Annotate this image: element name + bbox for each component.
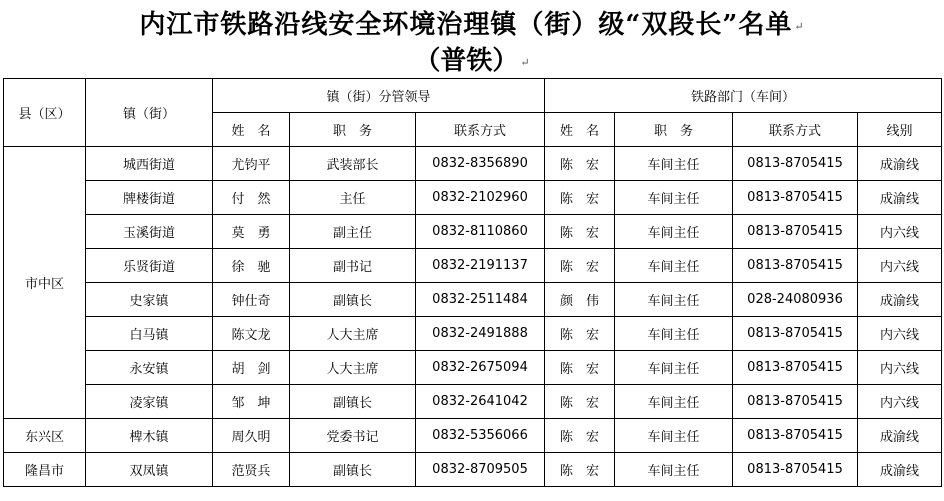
table-row	[4, 147, 942, 181]
phone-cell: 0832-8356890	[416, 147, 545, 181]
rail-position-cell: 车间主任	[615, 283, 733, 317]
header-rail-name: 姓 名	[545, 113, 615, 147]
town-cell: 双凤镇	[86, 453, 213, 487]
table-row	[4, 283, 942, 317]
town-cell: 白马镇	[86, 317, 213, 351]
paragraph-mark-icon: ↵	[520, 55, 530, 69]
county-cell: 市中区	[4, 147, 86, 419]
position-cell: 副书记	[290, 249, 416, 283]
town-cell: 玉溪街道	[86, 215, 213, 249]
rail-phone-cell: 0813-8705415	[733, 147, 858, 181]
title-line-2: （普铁）	[414, 46, 519, 76]
table-row	[4, 453, 942, 487]
phone-cell: 0832-2491888	[416, 317, 545, 351]
line-cell: 成渝线	[858, 453, 942, 487]
rail-position-cell: 车间主任	[615, 385, 733, 419]
town-cell: 城西街道	[86, 147, 213, 181]
rail-position-cell: 车间主任	[615, 351, 733, 385]
position-cell: 副镇长	[290, 283, 416, 317]
rail-position-cell: 车间主任	[615, 215, 733, 249]
table-row	[4, 215, 942, 249]
rail-name-cell: 陈 宏	[545, 249, 615, 283]
table-row	[4, 419, 942, 453]
leader-cell: 钟仕奇	[213, 283, 290, 317]
rail-name-cell: 陈 宏	[545, 351, 615, 385]
header-name: 姓 名	[213, 113, 290, 147]
rail-name-cell: 陈 宏	[545, 215, 615, 249]
roster-table	[3, 78, 942, 487]
phone-cell: 0832-5356066	[416, 419, 545, 453]
line-cell: 成渝线	[858, 419, 942, 453]
leader-cell: 周久明	[213, 419, 290, 453]
phone-cell: 0832-2641042	[416, 385, 545, 419]
rail-position-cell: 车间主任	[615, 181, 733, 215]
position-cell: 党委书记	[290, 419, 416, 453]
leader-cell: 徐 驰	[213, 249, 290, 283]
line-cell: 内六线	[858, 215, 942, 249]
phone-cell: 0832-2191137	[416, 249, 545, 283]
rail-phone-cell: 0813-8705415	[733, 317, 858, 351]
rail-name-cell: 陈 宏	[545, 181, 615, 215]
line-cell: 成渝线	[858, 147, 942, 181]
line-cell: 内六线	[858, 249, 942, 283]
rail-phone-cell: 0813-8705415	[733, 249, 858, 283]
county-cell: 东兴区	[4, 419, 86, 453]
document-subtitle	[0, 40, 944, 77]
rail-name-cell: 陈 宏	[545, 385, 615, 419]
rail-phone-cell: 0813-8705415	[733, 351, 858, 385]
rail-name-cell: 陈 宏	[545, 147, 615, 181]
table-row	[4, 249, 942, 283]
line-cell: 内六线	[858, 351, 942, 385]
header-line: 线别	[858, 113, 942, 147]
position-cell: 武装部长	[290, 147, 416, 181]
position-cell: 主任	[290, 181, 416, 215]
document-title	[0, 4, 944, 41]
rail-name-cell: 陈 宏	[545, 317, 615, 351]
leader-cell: 范贤兵	[213, 453, 290, 487]
leader-cell: 莫 勇	[213, 215, 290, 249]
rail-phone-cell: 0813-8705415	[733, 419, 858, 453]
town-cell: 凌家镇	[86, 385, 213, 419]
rail-phone-cell: 0813-8705415	[733, 453, 858, 487]
rail-position-cell: 车间主任	[615, 453, 733, 487]
rail-name-cell: 颜 伟	[545, 283, 615, 317]
table-row	[4, 351, 942, 385]
header-town: 镇（街）	[86, 79, 213, 147]
header-town-leader-group: 镇（街）分管领导	[213, 79, 545, 113]
phone-cell: 0832-2102960	[416, 181, 545, 215]
position-cell: 副镇长	[290, 385, 416, 419]
header-position: 职 务	[290, 113, 416, 147]
paragraph-mark-icon: ↵	[794, 19, 805, 33]
position-cell: 人大主席	[290, 317, 416, 351]
leader-cell: 付 然	[213, 181, 290, 215]
leader-cell: 陈文龙	[213, 317, 290, 351]
line-cell: 内六线	[858, 385, 942, 419]
position-cell: 副主任	[290, 215, 416, 249]
header-rail-contact: 联系方式	[733, 113, 858, 147]
rail-name-cell: 陈 宏	[545, 419, 615, 453]
line-cell: 成渝线	[858, 181, 942, 215]
phone-cell: 0832-2511484	[416, 283, 545, 317]
rail-position-cell: 车间主任	[615, 147, 733, 181]
header-contact: 联系方式	[416, 113, 545, 147]
rail-name-cell: 陈 宏	[545, 453, 615, 487]
header-rail-dept-group: 铁路部门（车间）	[545, 79, 942, 113]
header-county: 县（区）	[4, 79, 86, 147]
phone-cell: 0832-8709505	[416, 453, 545, 487]
town-cell: 史家镇	[86, 283, 213, 317]
position-cell: 人大主席	[290, 351, 416, 385]
town-cell: 牌楼街道	[86, 181, 213, 215]
line-cell: 内六线	[858, 317, 942, 351]
leader-cell: 尤钧平	[213, 147, 290, 181]
leader-cell: 邹 坤	[213, 385, 290, 419]
header-row-1	[4, 79, 942, 113]
town-cell: 乐贤街道	[86, 249, 213, 283]
table-row	[4, 385, 942, 419]
town-cell: 永安镇	[86, 351, 213, 385]
town-cell: 椑木镇	[86, 419, 213, 453]
position-cell: 副镇长	[290, 453, 416, 487]
rail-phone-cell: 0813-8705415	[733, 215, 858, 249]
table-row	[4, 317, 942, 351]
table-row	[4, 181, 942, 215]
rail-phone-cell: 0813-8705415	[733, 181, 858, 215]
rail-position-cell: 车间主任	[615, 419, 733, 453]
phone-cell: 0832-8110860	[416, 215, 545, 249]
county-cell: 隆昌市	[4, 453, 86, 487]
leader-cell: 胡 剑	[213, 351, 290, 385]
title-line-1: 内江市铁路沿线安全环境治理镇（街）级“双段长”名单	[139, 10, 793, 40]
rail-phone-cell: 028-24080936	[733, 283, 858, 317]
line-cell: 成渝线	[858, 283, 942, 317]
header-rail-position: 职 务	[615, 113, 733, 147]
rail-phone-cell: 0813-8705415	[733, 385, 858, 419]
rail-position-cell: 车间主任	[615, 249, 733, 283]
phone-cell: 0832-2675094	[416, 351, 545, 385]
rail-position-cell: 车间主任	[615, 317, 733, 351]
